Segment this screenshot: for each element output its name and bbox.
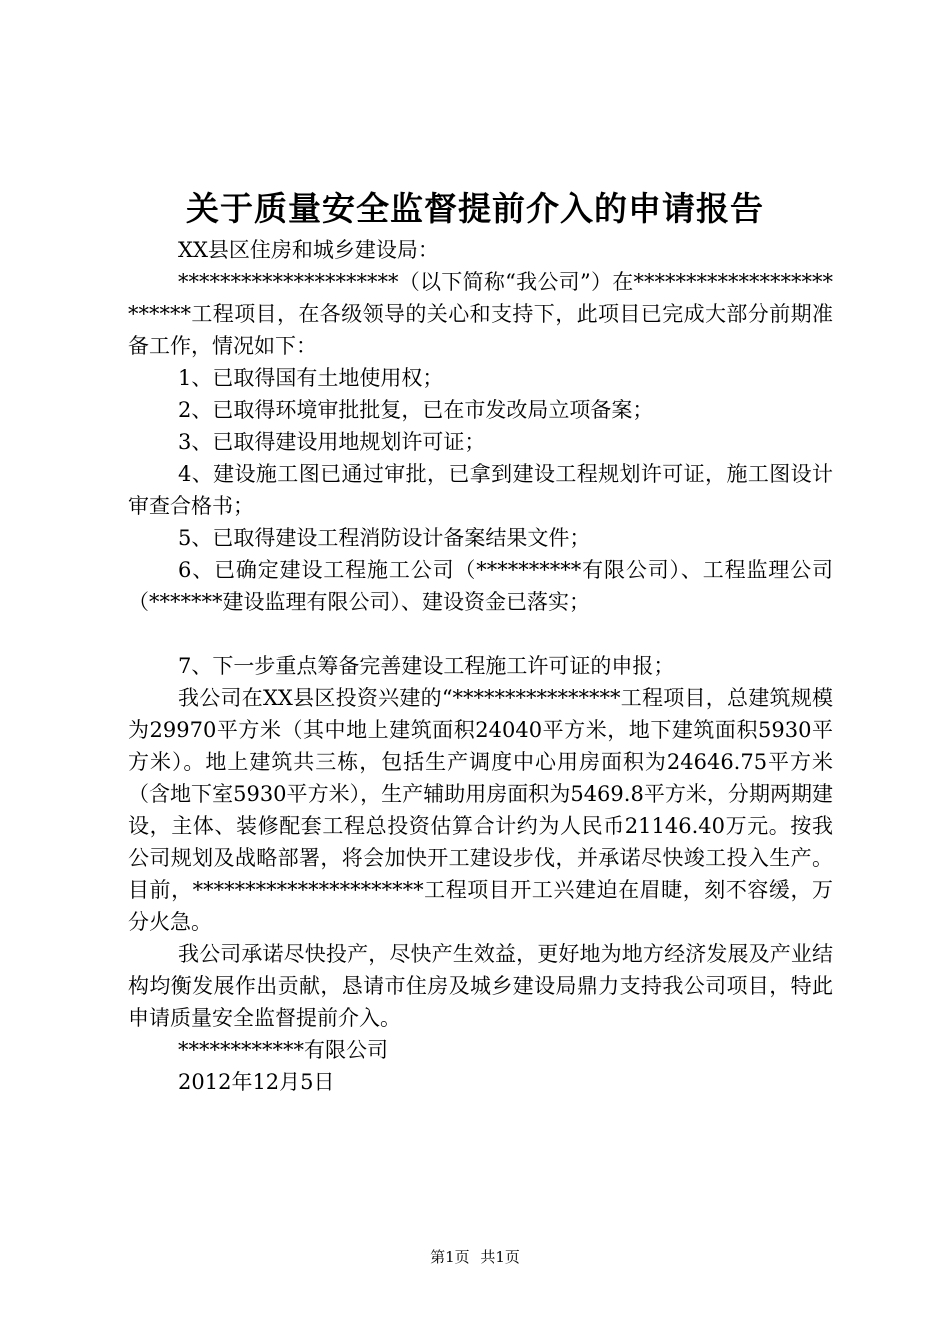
salutation: XX县区住房和城乡建设局： [178,238,439,262]
list-item-7: 7、下一步重点筹备完善建设工程施工许可证的申报； [178,654,675,678]
page-total: 共1页 [480,1248,520,1266]
page-number: 第1页 [430,1248,470,1266]
project-paragraph: 我公司在XX县区投资兴建的“****************工程项目，总建筑规模为29970平方米（其中地上建筑面积24040平方米，地下建筑面积5930平方米）。地上建筑共三栋，包括生产调度中心用房面积为24646.75平方米（含地下室5930平方米），生产辅助用房面积为5469.8平方米，分期两期建设，主体、装修配套工程总投资估算合计约为人民币21146.40万元。按我公司规划及战略部署，将会加快开工建设步伐，并承诺尽快竣工投入生产。目前，**********************工程项目开工兴建迫在眉睫，刻不容缓，万分火急。 [128,686,833,934]
signature-date: 2012年12月5日 [178,1070,335,1094]
list-item-6: 6、已确定建设工程施工公司（**********有限公司）、工程监理公司（*******建设监理有限公司）、建设资金已落实； [128,558,833,614]
page-footer [0,1247,950,1267]
list-item-2: 2、已取得环境审批批复，已在市发改局立项备案； [178,398,654,422]
paragraph-spacer [128,618,833,650]
list-item-5: 5、已取得建设工程消防设计备案结果文件； [178,526,591,550]
list-item-1: 1、已取得国有土地使用权； [178,366,444,390]
commitment-paragraph: 我公司承诺尽快投产，尽快产生效益，更好地为地方经济发展及产业结构均衡发展作出贡献，恳请市住房及城乡建设局鼎力支持我公司项目，特此申请质量安全监督提前介入。 [128,942,833,1030]
list-item-3: 3、已取得建设用地规划许可证； [178,430,486,454]
list-item-4: 4、建设施工图已通过审批，已拿到建设工程规划许可证，施工图设计审查合格书； [128,462,833,518]
signature-company: ************有限公司 [178,1038,388,1062]
document-body [128,234,833,1098]
document-title: 关于质量安全监督提前介入的申请报告 [186,189,764,228]
intro-paragraph: *********************（以下简称“我公司”）在*************************工程项目，在各级领导的关心和支持下，此项目已完成大部分前期准备工作，情况如下： [128,270,833,358]
